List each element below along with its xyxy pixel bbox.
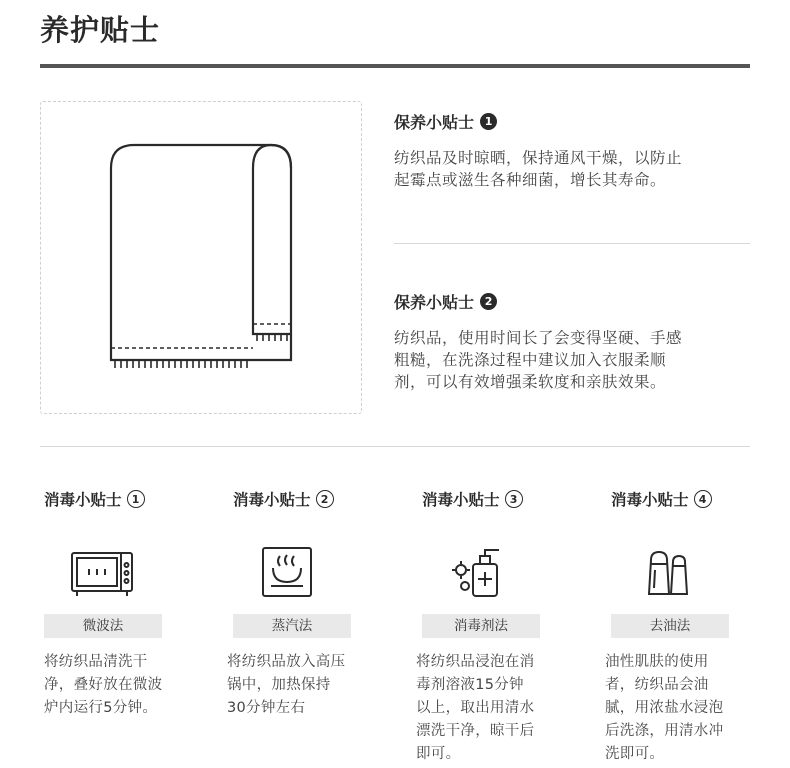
disinfect-tip-text: 油性肌肤的使用 者，纺织品会油 腻，用浓盐水浸泡 后洗涤，用清水冲 洗即可。: [605, 654, 724, 762]
towel-icon: [41, 102, 363, 415]
disinfect-tip-text: 将纺织品清洗干 净，叠好放在微波 炉内运行5分钟。: [44, 654, 163, 716]
page-title: 养护贴士: [40, 13, 161, 47]
circled-number-icon: 2: [316, 490, 334, 508]
number-badge-icon: 1: [480, 113, 497, 130]
number-badge-icon: 2: [480, 293, 497, 310]
disinfect-tip-title: 消毒小贴士 2: [233, 488, 423, 510]
disinfect-tip-2: [227, 488, 423, 716]
care-tip-2: [394, 290, 754, 393]
disinfect-tip-title: 消毒小贴士 1: [44, 488, 234, 510]
circled-number-icon: 1: [127, 490, 145, 508]
care-tip-text: 纺织品，使用时间长了会变得坚硬、手感 粗糙，在洗涤过程中建议加入衣服柔顺 剂，可以有效增强柔软度和亲肤效果。: [394, 329, 683, 391]
disinfectant-bottle-icon: [447, 546, 527, 606]
care-tip-1: [394, 110, 754, 191]
disinfect-tip-3: [416, 488, 612, 762]
disinfect-tip-text: 将纺织品放入高压 锅中，加热保持 30分钟左右: [227, 654, 346, 716]
tip-divider: [394, 243, 750, 244]
section-divider: [40, 446, 750, 447]
care-tip-title: 保养小贴士 1: [394, 110, 754, 133]
method-label: 微波法: [44, 614, 162, 638]
circled-number-icon: 3: [505, 490, 523, 508]
method-label: 消毒剂法: [422, 614, 540, 638]
disinfect-tip-title: 消毒小贴士 3: [422, 488, 612, 510]
title-rule: [40, 64, 750, 68]
disinfect-tip-text: 将纺织品浸泡在消 毒剂溶液15分钟 以上，取出用清水 漂洗干净，晾干后 即可。: [416, 654, 535, 762]
disinfect-tip-4: [605, 488, 790, 762]
disinfect-tip-1: [44, 488, 234, 716]
disinfect-tip-title: 消毒小贴士 4: [611, 488, 790, 510]
towel-illustration-frame: [40, 101, 362, 414]
microwave-icon: [69, 546, 149, 606]
method-label: 蒸汽法: [233, 614, 351, 638]
circled-number-icon: 4: [694, 490, 712, 508]
care-tip-text: 纺织品及时晾晒，保持通风干燥，以防止 起霉点或滋生各种细菌，增长其寿命。: [394, 149, 683, 189]
method-label: 去油法: [611, 614, 729, 638]
salt-shaker-icon: [629, 546, 709, 606]
steam-pot-icon: [255, 546, 335, 606]
care-tip-title: 保养小贴士 2: [394, 290, 754, 313]
